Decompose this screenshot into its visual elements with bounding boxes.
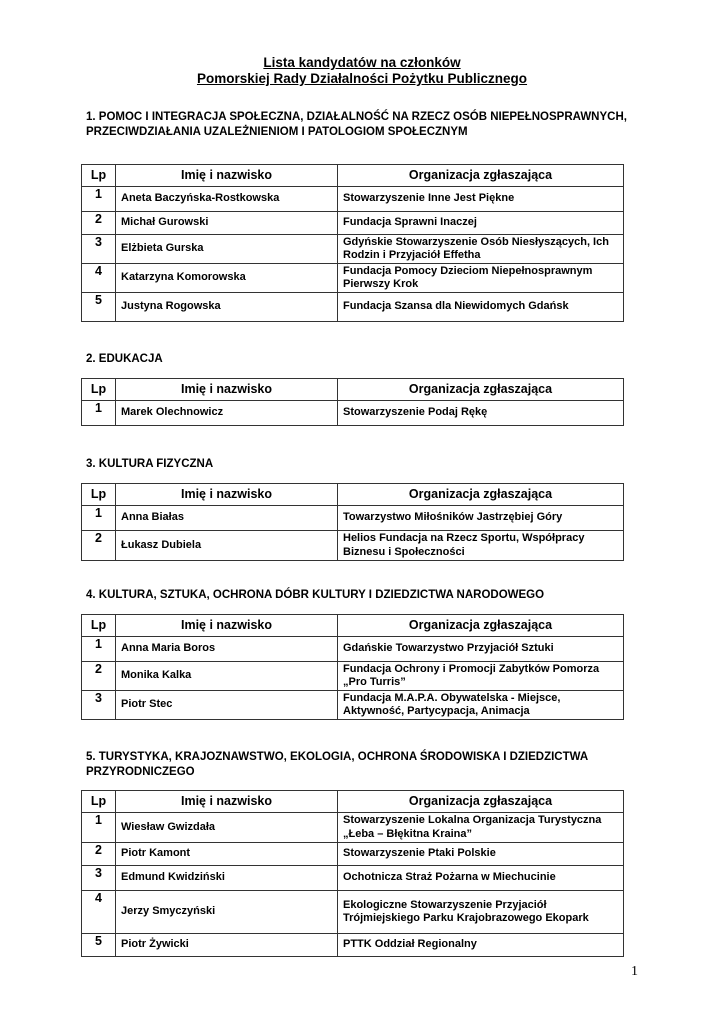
table-row [82,235,624,264]
section-heading-4: 4. KULTURA, SZTUKA, OCHRONA DÓBR KULTURY I DZIEDZICTWA NARODOWEGO [86,589,545,601]
table-row [82,934,624,957]
header-lp: Lp [82,165,116,187]
header-lp: Lp [82,379,116,401]
row-lp: 1 [82,637,116,662]
row-name: Edmund Kwidziński [116,866,338,891]
page-number: 1 [631,964,638,979]
table-header-row [82,791,624,813]
row-org: Fundacja Pomocy Dzieciom Niepełnosprawnym Pierwszy Krok [338,264,624,293]
row-lp: 1 [82,187,116,212]
candidates-table-1 [81,164,624,322]
header-name: Imię i nazwisko [116,615,338,637]
row-name: Piotr Żywicki [116,934,338,957]
section-heading-3: 3. KULTURA FIZYCZNA [86,458,214,470]
row-org: Ekologiczne Stowarzyszenie Przyjaciół Trójmiejskiego Parku Krajobrazowego Ekopark [338,891,624,934]
row-name: Wiesław Gwizdała [116,813,338,843]
header-name: Imię i nazwisko [116,379,338,401]
table-row [82,212,624,235]
row-org: Fundacja Sprawni Inaczej [338,212,624,235]
header-lp: Lp [82,791,116,813]
row-lp: 2 [82,662,116,691]
row-org: Stowarzyszenie Podaj Rękę [338,401,624,426]
table-row [82,401,624,426]
table-row [82,293,624,322]
row-name: Anna Maria Boros [116,637,338,662]
row-name: Justyna Rogowska [116,293,338,322]
table-row [82,843,624,866]
table-header-row [82,379,624,401]
row-lp: 4 [82,264,116,293]
row-org: Stowarzyszenie Inne Jest Piękne [338,187,624,212]
row-name: Aneta Baczyńska-Rostkowska [116,187,338,212]
header-org: Organizacja zgłaszająca [338,791,624,813]
header-org: Organizacja zgłaszająca [338,615,624,637]
row-org: PTTK Oddział Regionalny [338,934,624,957]
header-lp: Lp [82,484,116,506]
row-lp: 1 [82,401,116,426]
candidates-table-2 [81,378,624,426]
table-row [82,187,624,212]
table-header-row [82,165,624,187]
row-name: Piotr Kamont [116,843,338,866]
table-row [82,531,624,561]
table-row [82,506,624,531]
table-row [82,264,624,293]
header-org: Organizacja zgłaszająca [338,379,624,401]
row-org: Fundacja M.A.P.A. Obywatelska - Miejsce, Aktywność, Partycypacja, Animacja [338,691,624,720]
section-heading-2: 2. EDUKACJA [86,353,163,365]
row-name: Anna Białas [116,506,338,531]
table-row [82,866,624,891]
row-name: Katarzyna Komorowska [116,264,338,293]
row-lp: 3 [82,235,116,264]
row-org: Helios Fundacja na Rzecz Sportu, Współpracy Biznesu i Społeczności [338,531,624,561]
row-name: Elżbieta Gurska [116,235,338,264]
document-title-line1: Lista kandydatów na członków [263,55,461,70]
section-heading-5: 5. TURYSTYKA, KRAJOZNAWSTWO, EKOLOGIA, OCHRONA ŚRODOWISKA I DZIEDZICTWA PRZYRODNICZEGO [86,751,588,778]
row-lp: 2 [82,531,116,561]
header-name: Imię i nazwisko [116,484,338,506]
header-name: Imię i nazwisko [116,165,338,187]
header-org: Organizacja zgłaszająca [338,165,624,187]
row-lp: 3 [82,866,116,891]
header-name: Imię i nazwisko [116,791,338,813]
row-org: Gdańskie Towarzystwo Przyjaciół Sztuki [338,637,624,662]
row-lp: 1 [82,813,116,843]
row-lp: 3 [82,691,116,720]
row-lp: 5 [82,934,116,957]
document-title-line2: Pomorskiej Rady Działalności Pożytku Publicznego [196,71,528,86]
row-org: Gdyńskie Stowarzyszenie Osób Niesłyszących, Ich Rodzin i Przyjaciół Effetha [338,235,624,264]
table-header-row [82,484,624,506]
row-name: Jerzy Smyczyński [116,891,338,934]
header-lp: Lp [82,615,116,637]
row-name: Piotr Stec [116,691,338,720]
row-org: Ochotnicza Straż Pożarna w Miechucinie [338,866,624,891]
table-row [82,637,624,662]
row-org: Towarzystwo Miłośników Jastrzębiej Góry [338,506,624,531]
row-org: Fundacja Szansa dla Niewidomych Gdańsk [338,293,624,322]
section-heading-1: 1. POMOC I INTEGRACJA SPOŁECZNA, DZIAŁALNOŚĆ NA RZECZ OSÓB NIEPEŁNOSPRAWNYCH, PRZECIWDZIAŁANIA UZALEŻNIENIOM I PATOLOGIOM SPOŁECZNYM [86,111,627,138]
table-header-row [82,615,624,637]
row-org: Fundacja Ochrony i Promocji Zabytków Pomorza „Pro Turris” [338,662,624,691]
row-name: Michał Gurowski [116,212,338,235]
header-org: Organizacja zgłaszająca [338,484,624,506]
row-lp: 2 [82,843,116,866]
table-row [82,891,624,934]
table-row [82,691,624,720]
row-name: Łukasz Dubiela [116,531,338,561]
candidates-table-3 [81,483,624,561]
row-name: Monika Kalka [116,662,338,691]
row-lp: 1 [82,506,116,531]
table-row [82,662,624,691]
candidates-table-4 [81,614,624,720]
row-lp: 2 [82,212,116,235]
row-org: Stowarzyszenie Lokalna Organizacja Turystyczna „Łeba – Błękitna Kraina” [338,813,624,843]
candidates-table-5 [81,790,624,957]
row-name: Marek Olechnowicz [116,401,338,426]
row-lp: 5 [82,293,116,322]
row-org: Stowarzyszenie Ptaki Polskie [338,843,624,866]
row-lp: 4 [82,891,116,934]
table-row [82,813,624,843]
